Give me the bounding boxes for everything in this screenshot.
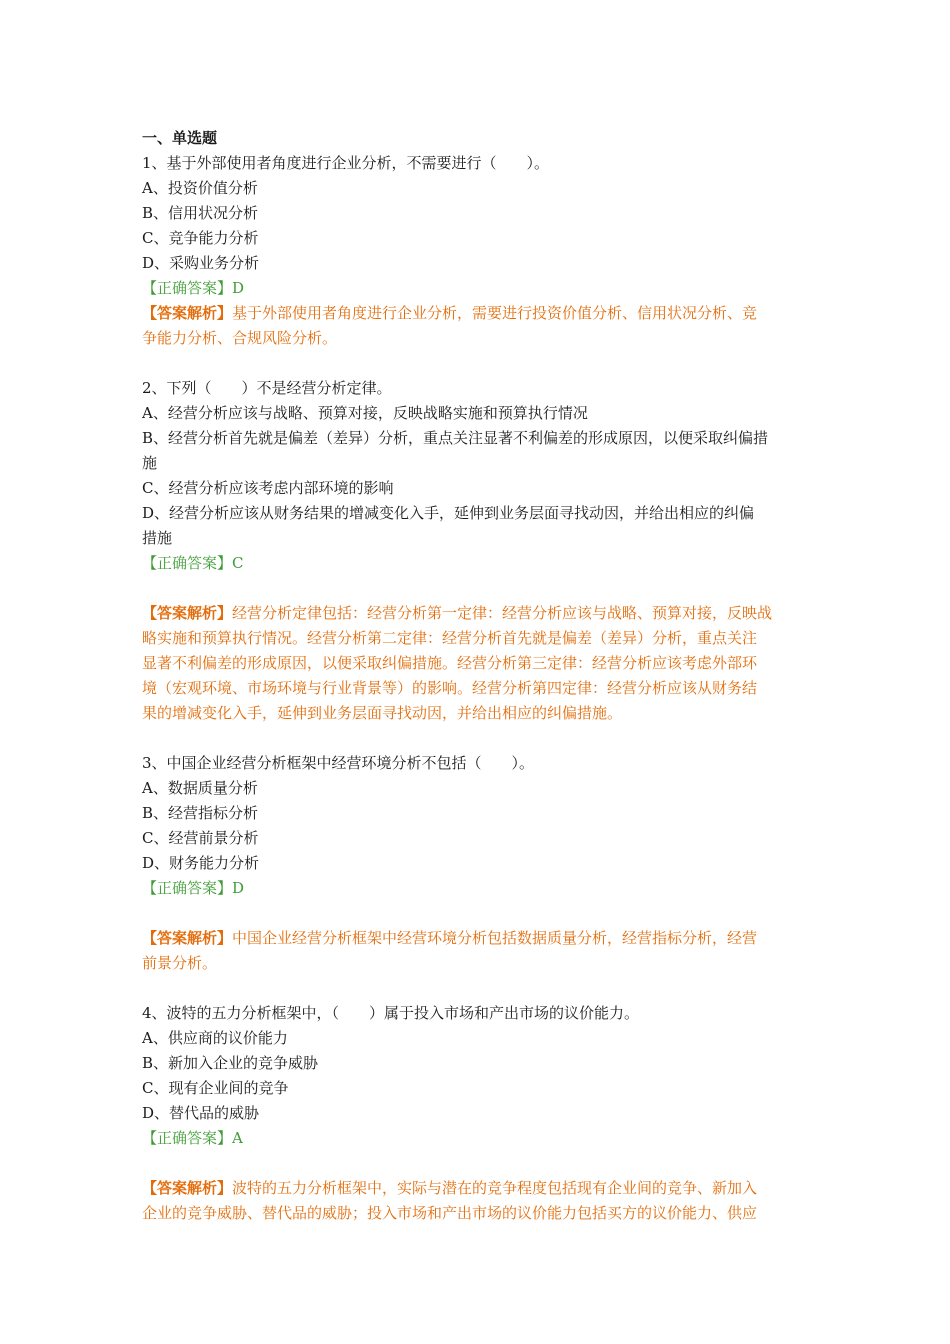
explain-line: 争能力分析、合规风险分析。 — [142, 329, 338, 347]
option-b: B、新加入企业的竞争威胁 — [142, 1054, 319, 1072]
option-a: A、经营分析应该与战略、预算对接，反映战略实施和预算执行情况 — [142, 404, 588, 422]
question-stem: 2、下列（ ）不是经营分析定律。 — [142, 379, 392, 397]
explain-line: 波特的五力分析框架中，实际与潜在的竞争程度包括现有企业间的竞争、新加入 — [232, 1179, 758, 1197]
answer-explanation — [142, 301, 810, 351]
option-c: C、竞争能力分析 — [142, 229, 259, 247]
option-b: B、经营指标分析 — [142, 804, 259, 822]
question-1 — [142, 151, 810, 351]
answer-explanation — [142, 601, 810, 726]
explain-line: 前景分析。 — [142, 954, 218, 972]
question-stem: 1、基于外部使用者角度进行企业分析，不需要进行（ ）。 — [142, 154, 550, 172]
correct-answer — [142, 1126, 810, 1151]
option-a: A、数据质量分析 — [142, 779, 258, 797]
question-stem: 4、波特的五力分析框架中，（ ）属于投入市场和产出市场的议价能力。 — [142, 1004, 640, 1022]
option-a: A、供应商的议价能力 — [142, 1029, 288, 1047]
correct-answer — [142, 551, 810, 576]
answer-value: C — [232, 554, 244, 572]
answer-explanation — [142, 926, 810, 976]
explain-tag: 【答案解析】 — [142, 1179, 233, 1197]
explain-line: 显著不利偏差的形成原因，以便采取纠偏措施。经营分析第三定律：经营分析应该考虑外部环 — [142, 654, 758, 672]
option-d: D、经营分析应该从财务结果的增减变化入手，延伸到业务层面寻找动因，并给出相应的纠偏 — [142, 504, 755, 522]
answer-value: D — [232, 879, 245, 897]
question-stem: 3、中国企业经营分析框架中经营环境分析不包括（ ）。 — [142, 754, 535, 772]
explain-tag: 【答案解析】 — [142, 929, 233, 947]
explain-line: 基于外部使用者角度进行企业分析，需要进行投资价值分析、信用状况分析、竞 — [232, 304, 758, 322]
explain-line: 果的增减变化入手，延伸到业务层面寻找动因，并给出相应的纠偏措施。 — [142, 704, 623, 722]
answer-value: A — [232, 1129, 243, 1147]
explain-line: 境（宏观环境、市场环境与行业背景等）的影响。经营分析第四定律：经营分析应该从财务结 — [142, 679, 758, 697]
option-c: C、经营分析应该考虑内部环境的影响 — [142, 479, 394, 497]
option-d: D、采购业务分析 — [142, 254, 260, 272]
option-b: B、信用状况分析 — [142, 204, 259, 222]
question-3 — [142, 751, 810, 976]
answer-tag: 【正确答案】 — [142, 1129, 233, 1147]
document-content — [142, 126, 810, 1226]
option-c: C、现有企业间的竞争 — [142, 1079, 289, 1097]
correct-answer — [142, 276, 810, 301]
question-4 — [142, 1001, 810, 1226]
explain-line: 略实施和预算执行情况。经营分析第二定律：经营分析首先就是偏差（差异）分析，重点关注 — [142, 629, 758, 647]
answer-tag: 【正确答案】 — [142, 279, 233, 297]
answer-tag: 【正确答案】 — [142, 554, 233, 572]
option-b-cont: 施 — [142, 454, 158, 472]
option-a: A、投资价值分析 — [142, 179, 258, 197]
option-b: B、经营分析首先就是偏差（差异）分析，重点关注显著不利偏差的形成原因，以便采取纠偏措 — [142, 429, 769, 447]
explain-line: 中国企业经营分析框架中经营环境分析包括数据质量分析，经营指标分析，经营 — [232, 929, 758, 947]
option-d-cont: 措施 — [142, 529, 173, 547]
explain-line: 经营分析定律包括：经营分析第一定律：经营分析应该与战略、预算对接，反映战 — [232, 604, 773, 622]
explain-tag: 【答案解析】 — [142, 304, 233, 322]
option-d: D、替代品的威胁 — [142, 1104, 260, 1122]
option-d: D、财务能力分析 — [142, 854, 260, 872]
option-c: C、经营前景分析 — [142, 829, 259, 847]
answer-value: D — [232, 279, 245, 297]
answer-tag: 【正确答案】 — [142, 879, 233, 897]
question-2 — [142, 376, 810, 726]
explain-line: 企业的竞争威胁、替代品的威胁；投入市场和产出市场的议价能力包括买方的议价能力、供应 — [142, 1204, 758, 1222]
explain-tag: 【答案解析】 — [142, 604, 233, 622]
correct-answer — [142, 876, 810, 901]
answer-explanation — [142, 1176, 810, 1226]
section-title: 一、单选题 — [142, 129, 218, 147]
